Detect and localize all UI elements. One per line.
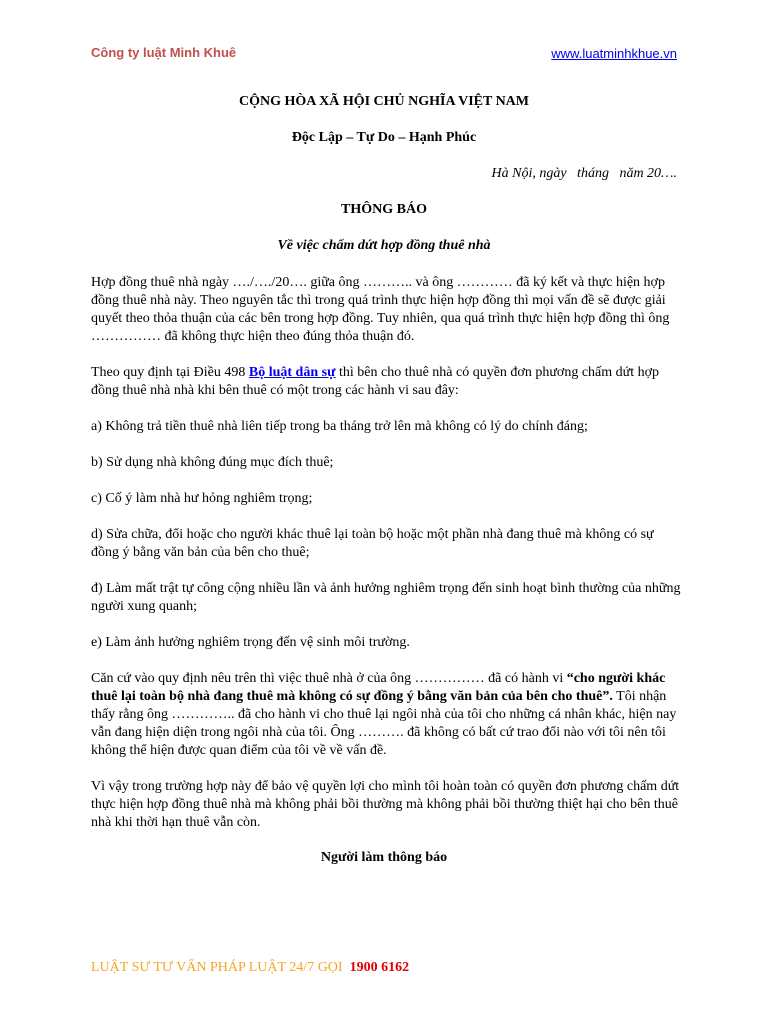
company-name: Công ty luật Minh Khuê: [91, 45, 237, 60]
list-item: đ) Làm mất trật tự công cộng nhiều lần và ảnh hưởng nghiêm trọng đến sinh hoạt bình thường của những người xung quanh;: [91, 581, 681, 614]
list-item: a) Không trả tiền thuê nhà liên tiếp trong ba tháng trở lên mà không có lý do chính đáng;: [91, 419, 588, 434]
violation-text-before: Căn cứ vào quy định nêu trên thì việc thuê nhà ở của ông …………… đã có hành vi: [91, 671, 567, 686]
legal-basis-text-after: thì bên cho thuê nhà có quyền đơn phương chấm dứt hợp đồng thuê nhà nhà khi bên thuê có một trong các hành vi sau đây:: [91, 365, 660, 398]
list-item: b) Sử dụng nhà không đúng mục đích thuê;: [91, 455, 334, 470]
national-title: CỘNG HÒA XÃ HỘI CHỦ NGHĨA VIỆT NAM: [238, 94, 529, 109]
paragraph-conclusion: Vì vậy trong trường hợp này để bảo vệ quyền lợi cho mình tôi hoàn toàn có quyền đơn phương chấm dứt thực hiện hợp đồng thuê nhà mà không phải bồi thường mà không phải bồi thường thiệt hại cho bên thuê nhà khi thời hạn thuê vẫn còn.: [91, 779, 680, 830]
footer-text: LUẬT SƯ TƯ VẤN PHÁP LUẬT 24/7 GỌI: [91, 960, 350, 975]
violation-text-after: Tôi nhận thấy rằng ông ………….. đã cho hành vi cho thuê lại ngôi nhà của tôi cho những cá nhân khác, hiện nay vẫn đang hiện diện trong ngôi nhà của tôi. Ông ………. đã không có bất cứ trao đổi nào với tôi nên tôi không thể hiện được quan điểm của tôi về về vấn đề.: [91, 689, 677, 758]
paragraph-violation: [91, 670, 681, 760]
legal-basis-text-before: Theo quy định tại Điều 498: [91, 365, 249, 380]
violation-quote: “cho người khác thuê lại toàn bộ nhà đang thuê mà không có sự đồng ý bằng văn bản của bên cho thuê”.: [91, 671, 666, 704]
paragraph-intro: Hợp đồng thuê nhà ngày …./…./20…. giữa ông ……….. và ông ………… đã ký kết và thực hiện hợp đồng thuê nhà này. Theo nguyên tắc thì trong quá trình thực hiện hợp đồng thì mọi vấn đề sẽ được giải quyết theo thỏa thuận của các bên trong hợp đồng. Tuy nhiên, qua quá trình thực hiện hợp đồng thì ông …………… đã không thực hiện theo đúng thỏa thuận đó.: [91, 275, 670, 344]
civil-code-link[interactable]: Bộ luật dân sự: [248, 365, 336, 380]
document-title: THÔNG BÁO: [341, 202, 427, 217]
footer-hotline: [91, 960, 409, 976]
list-item: c) Cố ý làm nhà hư hỏng nghiêm trọng;: [91, 491, 313, 506]
document-subject: Về việc chấm dứt hợp đồng thuê nhà: [277, 238, 491, 253]
date-line: Hà Nội, ngày tháng năm 20….: [491, 166, 677, 181]
motto: Độc Lập – Tự Do – Hạnh Phúc: [291, 130, 477, 145]
signer-label: Người làm thông báo: [320, 850, 448, 865]
hotline-number[interactable]: 1900 6162: [349, 960, 410, 975]
website-link[interactable]: www.luatminhkhue.vn: [551, 46, 677, 61]
list-item: e) Làm ảnh hưởng nghiêm trọng đến vệ sinh môi trường.: [91, 635, 410, 650]
list-item: d) Sửa chữa, đổi hoặc cho người khác thuê lại toàn bộ hoặc một phần nhà đang thuê mà không có sự đồng ý bằng văn bản của bên cho thuê;: [91, 527, 654, 560]
paragraph-legal-basis: [91, 364, 681, 400]
